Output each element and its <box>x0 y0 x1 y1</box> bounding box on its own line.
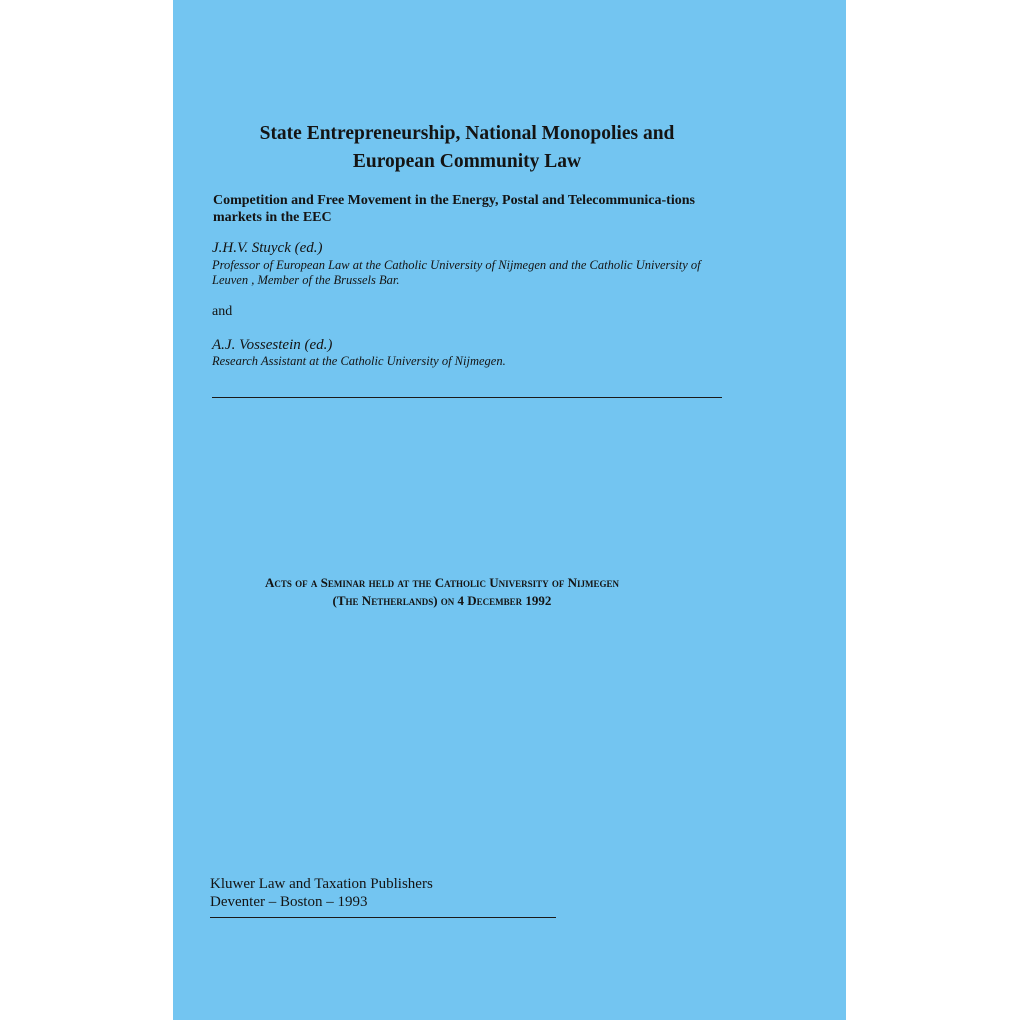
book-title-line-1: State Entrepreneurship, National Monopolies and <box>259 123 675 144</box>
seminar-statement <box>173 574 711 610</box>
editor-2-affiliation: Research Assistant at the Catholic University of Nijmegen. <box>212 354 506 368</box>
top-divider <box>212 397 722 398</box>
seminar-line-2: (The Netherlands) on 4 December 1992 <box>332 593 552 608</box>
book-subtitle: Competition and Free Movement in the Energy, Postal and Telecommunica-tions markets in the EEC <box>213 193 695 225</box>
book-cover <box>173 0 846 1020</box>
book-title-line-2: European Community Law <box>352 151 582 172</box>
bottom-divider <box>210 917 556 918</box>
editor-1-affiliation: Professor of European Law at the Catholic University of Nijmegen and the Catholic University of Leuven , Member of the Brussels Bar. <box>212 258 701 287</box>
editor-1-name: J.H.V. Stuyck (ed.) <box>212 240 323 256</box>
editor-conjunction: and <box>212 304 233 319</box>
publisher-block <box>210 875 433 911</box>
publisher-places-year: Deventer – Boston – 1993 <box>210 894 368 910</box>
seminar-line-1: Acts of a Seminar held at the Catholic University of Nijmegen <box>265 575 619 590</box>
book-title <box>173 120 761 176</box>
editor-2-name: A.J. Vossestein (ed.) <box>212 337 333 353</box>
publisher-name: Kluwer Law and Taxation Publishers <box>210 876 433 892</box>
